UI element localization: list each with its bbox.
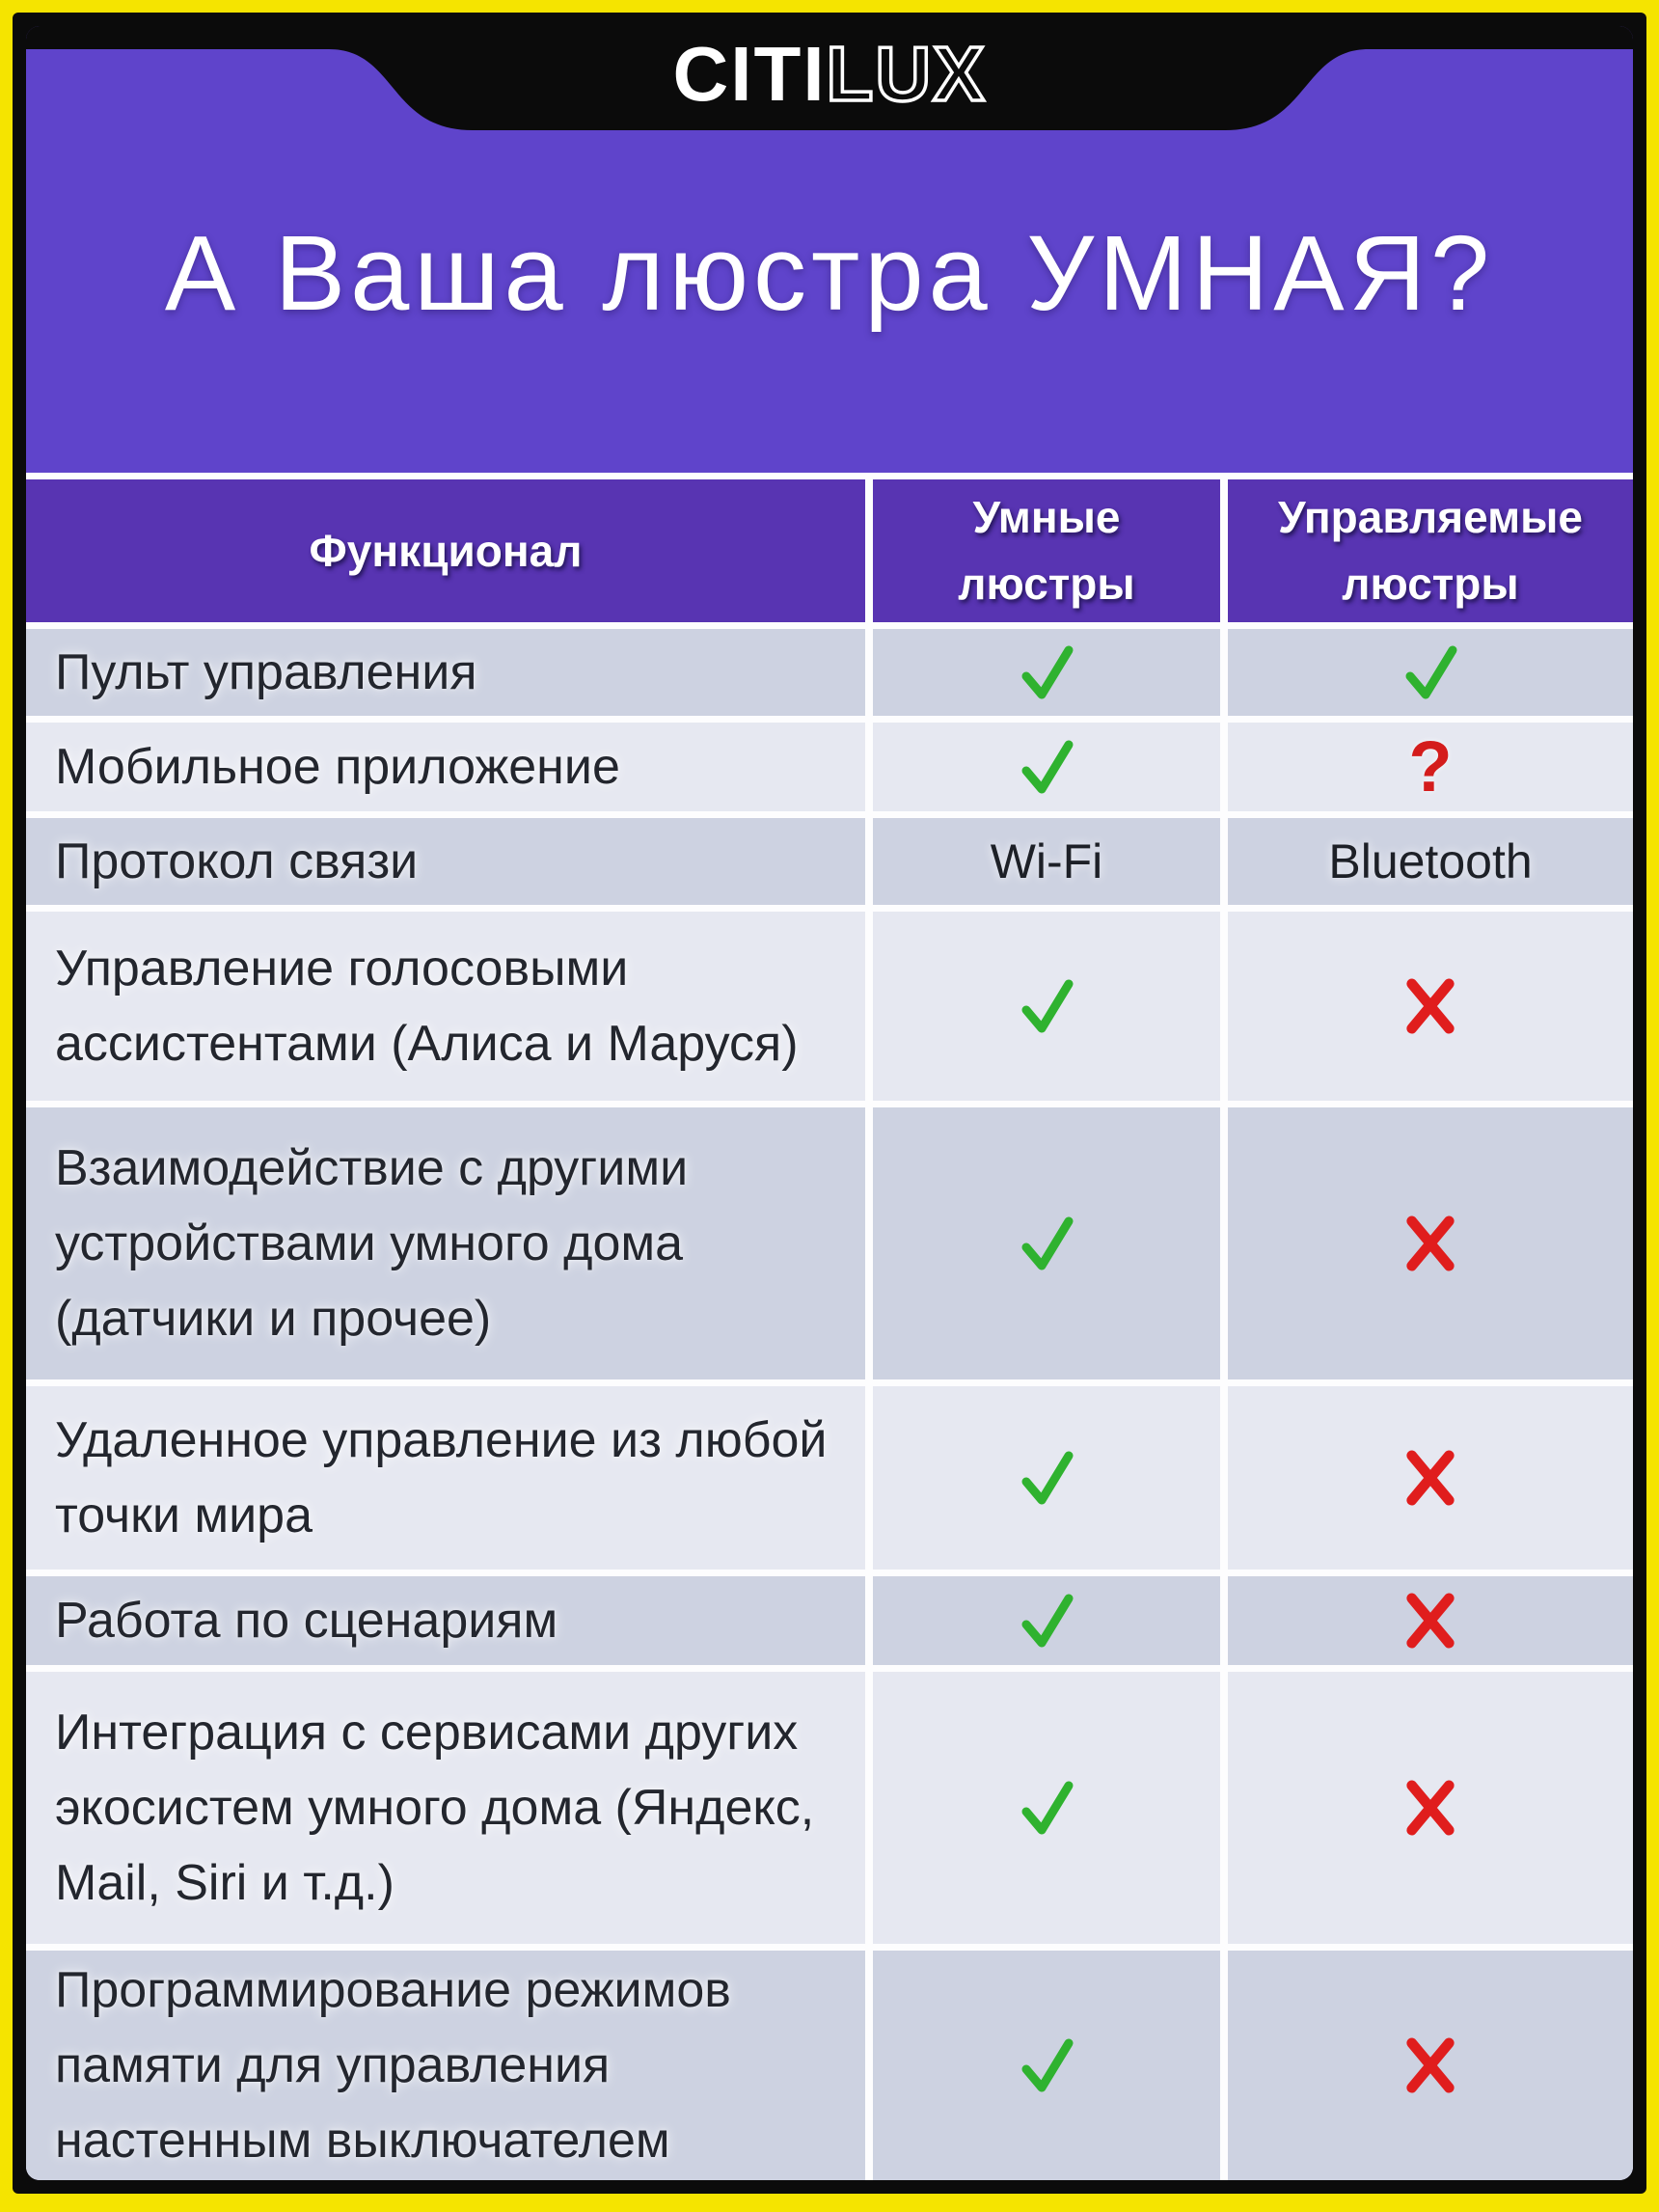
- managed-value-cell: [1228, 1672, 1633, 1944]
- smart-value-cell: [873, 818, 1220, 905]
- cross-icon: [1403, 1775, 1457, 1841]
- header-cell-0: Функционал: [26, 479, 865, 622]
- feature-cell: Взаимодействие с другими устройствами умного дома (датчики и прочее): [26, 1107, 865, 1379]
- comparison-table: [26, 473, 1633, 2180]
- smart-value-cell: [873, 629, 1220, 716]
- cross-icon: [1403, 2033, 1457, 2098]
- logo-solid-part: CITI: [672, 31, 827, 117]
- check-icon: [1399, 641, 1462, 704]
- header-cell-2: Управляемые люстры: [1228, 479, 1633, 622]
- citilux-logo: [26, 31, 1633, 117]
- feature-cell: Интеграция с сервисами других экосистем умного дома (Яндекс, Mail, Siri и т.д.): [26, 1672, 865, 1944]
- feature-cell: Удаленное управление из любой точки мира: [26, 1386, 865, 1570]
- question-icon: ?: [1408, 726, 1453, 806]
- smart-value-cell: [873, 1107, 1220, 1379]
- cross-icon: [1403, 1211, 1457, 1276]
- check-icon: [1015, 2034, 1078, 2097]
- managed-value-cell: [1228, 1951, 1633, 2180]
- cross-icon: [1403, 1588, 1457, 1653]
- inner-black-border: [13, 13, 1646, 2194]
- managed-value-cell: [1228, 1386, 1633, 1570]
- header-cell-1: Умные люстры: [873, 479, 1220, 622]
- feature-cell: Программирование режимов памяти для управления настенным выключателем: [26, 1951, 865, 2180]
- check-icon: [1015, 1776, 1078, 1840]
- logo-outline-part: LUX: [826, 31, 987, 117]
- check-icon: [1015, 1589, 1078, 1652]
- smart-value-cell: [873, 723, 1220, 811]
- managed-value-cell: [1228, 818, 1633, 905]
- feature-cell: Протокол связи: [26, 818, 865, 905]
- cross-icon: [1403, 973, 1457, 1039]
- cross-icon: [1403, 1445, 1457, 1511]
- smart-value-cell: [873, 912, 1220, 1101]
- check-icon: [1015, 1446, 1078, 1510]
- smart-value-cell: [873, 1951, 1220, 2180]
- smart-value-cell: [873, 1386, 1220, 1570]
- check-icon: [1015, 641, 1078, 704]
- page-title: А Ваша люстра УМНАЯ?: [164, 214, 1495, 333]
- managed-value-cell: [1228, 723, 1633, 811]
- feature-cell: Мобильное приложение: [26, 723, 865, 811]
- feature-cell: Пульт управления: [26, 629, 865, 716]
- content-area: [26, 26, 1633, 2180]
- managed-value-cell: [1228, 1576, 1633, 1665]
- check-icon: [1015, 1212, 1078, 1275]
- check-icon: [1015, 735, 1078, 799]
- feature-cell: Управление голосовыми ассистентами (Алиса и Маруся): [26, 912, 865, 1101]
- check-icon: [1015, 974, 1078, 1038]
- protocol-label: Wi-Fi: [990, 834, 1103, 888]
- managed-value-cell: [1228, 629, 1633, 716]
- managed-value-cell: [1228, 912, 1633, 1101]
- protocol-label: Bluetooth: [1328, 834, 1533, 888]
- feature-cell: Работа по сценариям: [26, 1576, 865, 1665]
- managed-value-cell: [1228, 1107, 1633, 1379]
- smart-value-cell: [873, 1672, 1220, 1944]
- smart-value-cell: [873, 1576, 1220, 1665]
